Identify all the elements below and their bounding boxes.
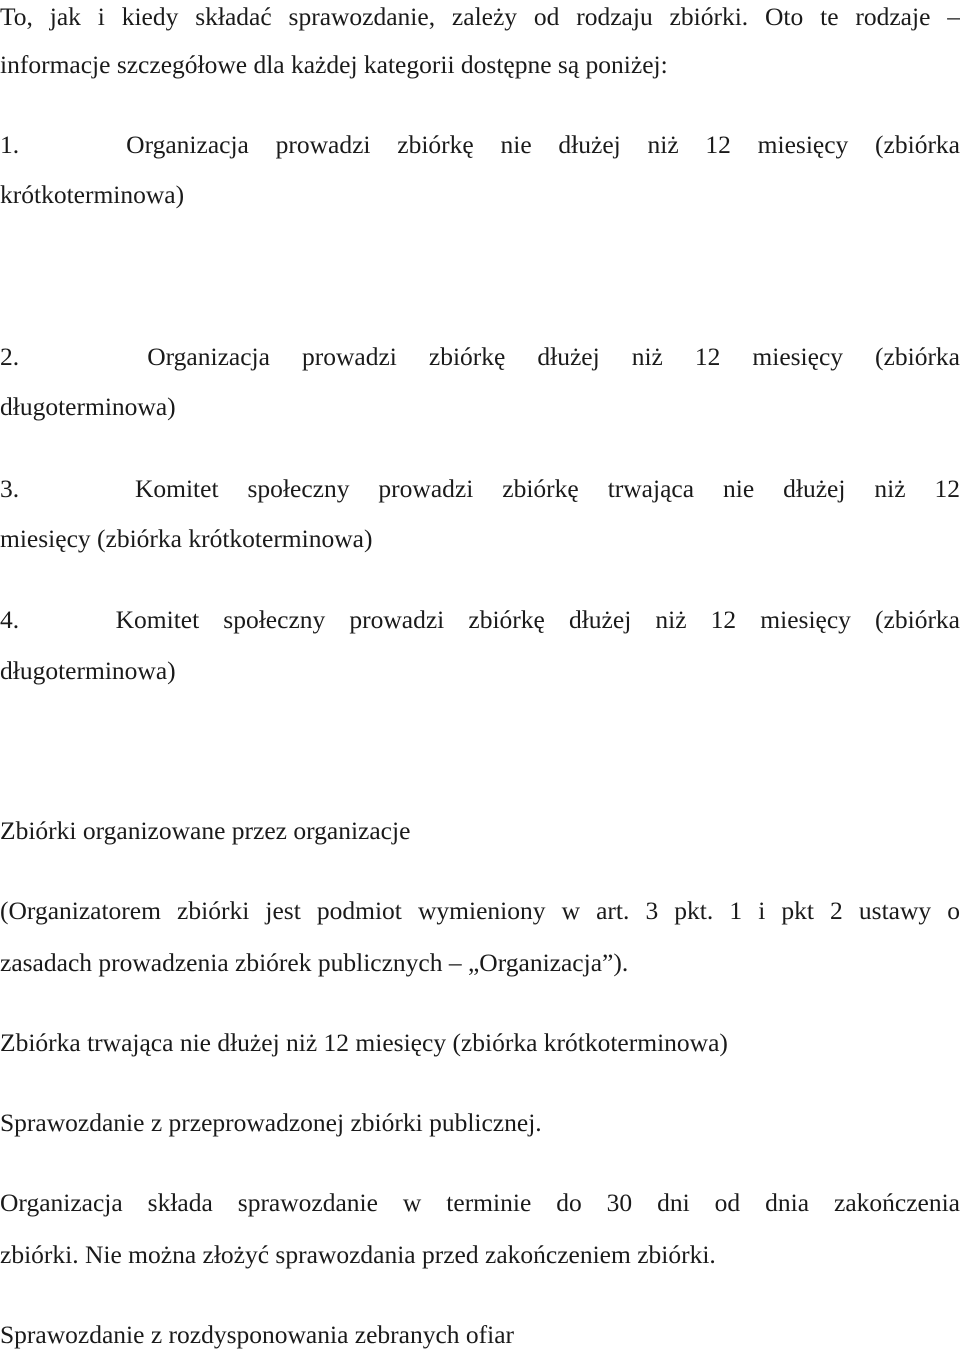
- report-text-line-1: Organizacja składa sprawozdanie w terminie do 30 dni od dnia zakończenia: [0, 1188, 960, 1217]
- intro-line-1: To, jak i kiedy składać sprawozdanie, zależy od rodzaju zbiórki. Oto te rodzaje –: [0, 2, 960, 31]
- list-item-3-text: Komitet społeczny prowadzi zbiórkę trwająca nie dłużej niż 12: [134, 474, 960, 503]
- list-item-2-line-1: [0, 342, 960, 372]
- section-heading: Zbiórki organizowane przez organizacje: [0, 816, 411, 845]
- section-note-line-2: zasadach prowadzenia zbiórek publicznych – „Organizacja”).: [0, 948, 629, 977]
- list-item-2-number: 2.: [0, 342, 20, 371]
- subheading-disposal: Sprawozdanie z rozdysponowania zebranych ofiar: [0, 1320, 515, 1349]
- section-note-line-1: (Organizatorem zbiórki jest podmiot wymieniony w art. 3 pkt. 1 i pkt 2 ustawy o: [0, 896, 960, 925]
- list-item-3-number: 3.: [0, 474, 20, 503]
- subheading-short-term: Zbiórka trwająca nie dłużej niż 12 miesięcy (zbiórka krótkoterminowa): [0, 1028, 728, 1057]
- list-item-4-line-2: długoterminowa): [0, 656, 176, 685]
- list-item-1-text: Organizacja prowadzi zbiórkę nie dłużej niż 12 miesięcy (zbiórka: [126, 130, 960, 159]
- list-item-1-number: 1.: [0, 130, 20, 159]
- intro-line-2: informacje szczegółowe dla każdej kategorii dostępne są poniżej:: [0, 50, 668, 79]
- list-item-4-number: 4.: [0, 605, 20, 634]
- list-item-4-text: Komitet społeczny prowadzi zbiórkę dłużej niż 12 miesięcy (zbiórka: [115, 605, 960, 634]
- list-item-3-line-2: miesięcy (zbiórka krótkoterminowa): [0, 524, 373, 553]
- list-item-2-text: Organizacja prowadzi zbiórkę dłużej niż 12 miesięcy (zbiórka: [147, 342, 960, 371]
- subheading-report: Sprawozdanie z przeprowadzonej zbiórki publicznej.: [0, 1108, 542, 1137]
- list-item-1-line-2: krótkoterminowa): [0, 180, 185, 209]
- report-text-line-2: zbiórki. Nie można złożyć sprawozdania przed zakończeniem zbiórki.: [0, 1240, 716, 1269]
- list-item-1-line-1: [0, 130, 960, 160]
- list-item-2-line-2: długoterminowa): [0, 392, 176, 421]
- list-item-3-line-1: [0, 474, 960, 504]
- list-item-4-line-1: [0, 605, 960, 635]
